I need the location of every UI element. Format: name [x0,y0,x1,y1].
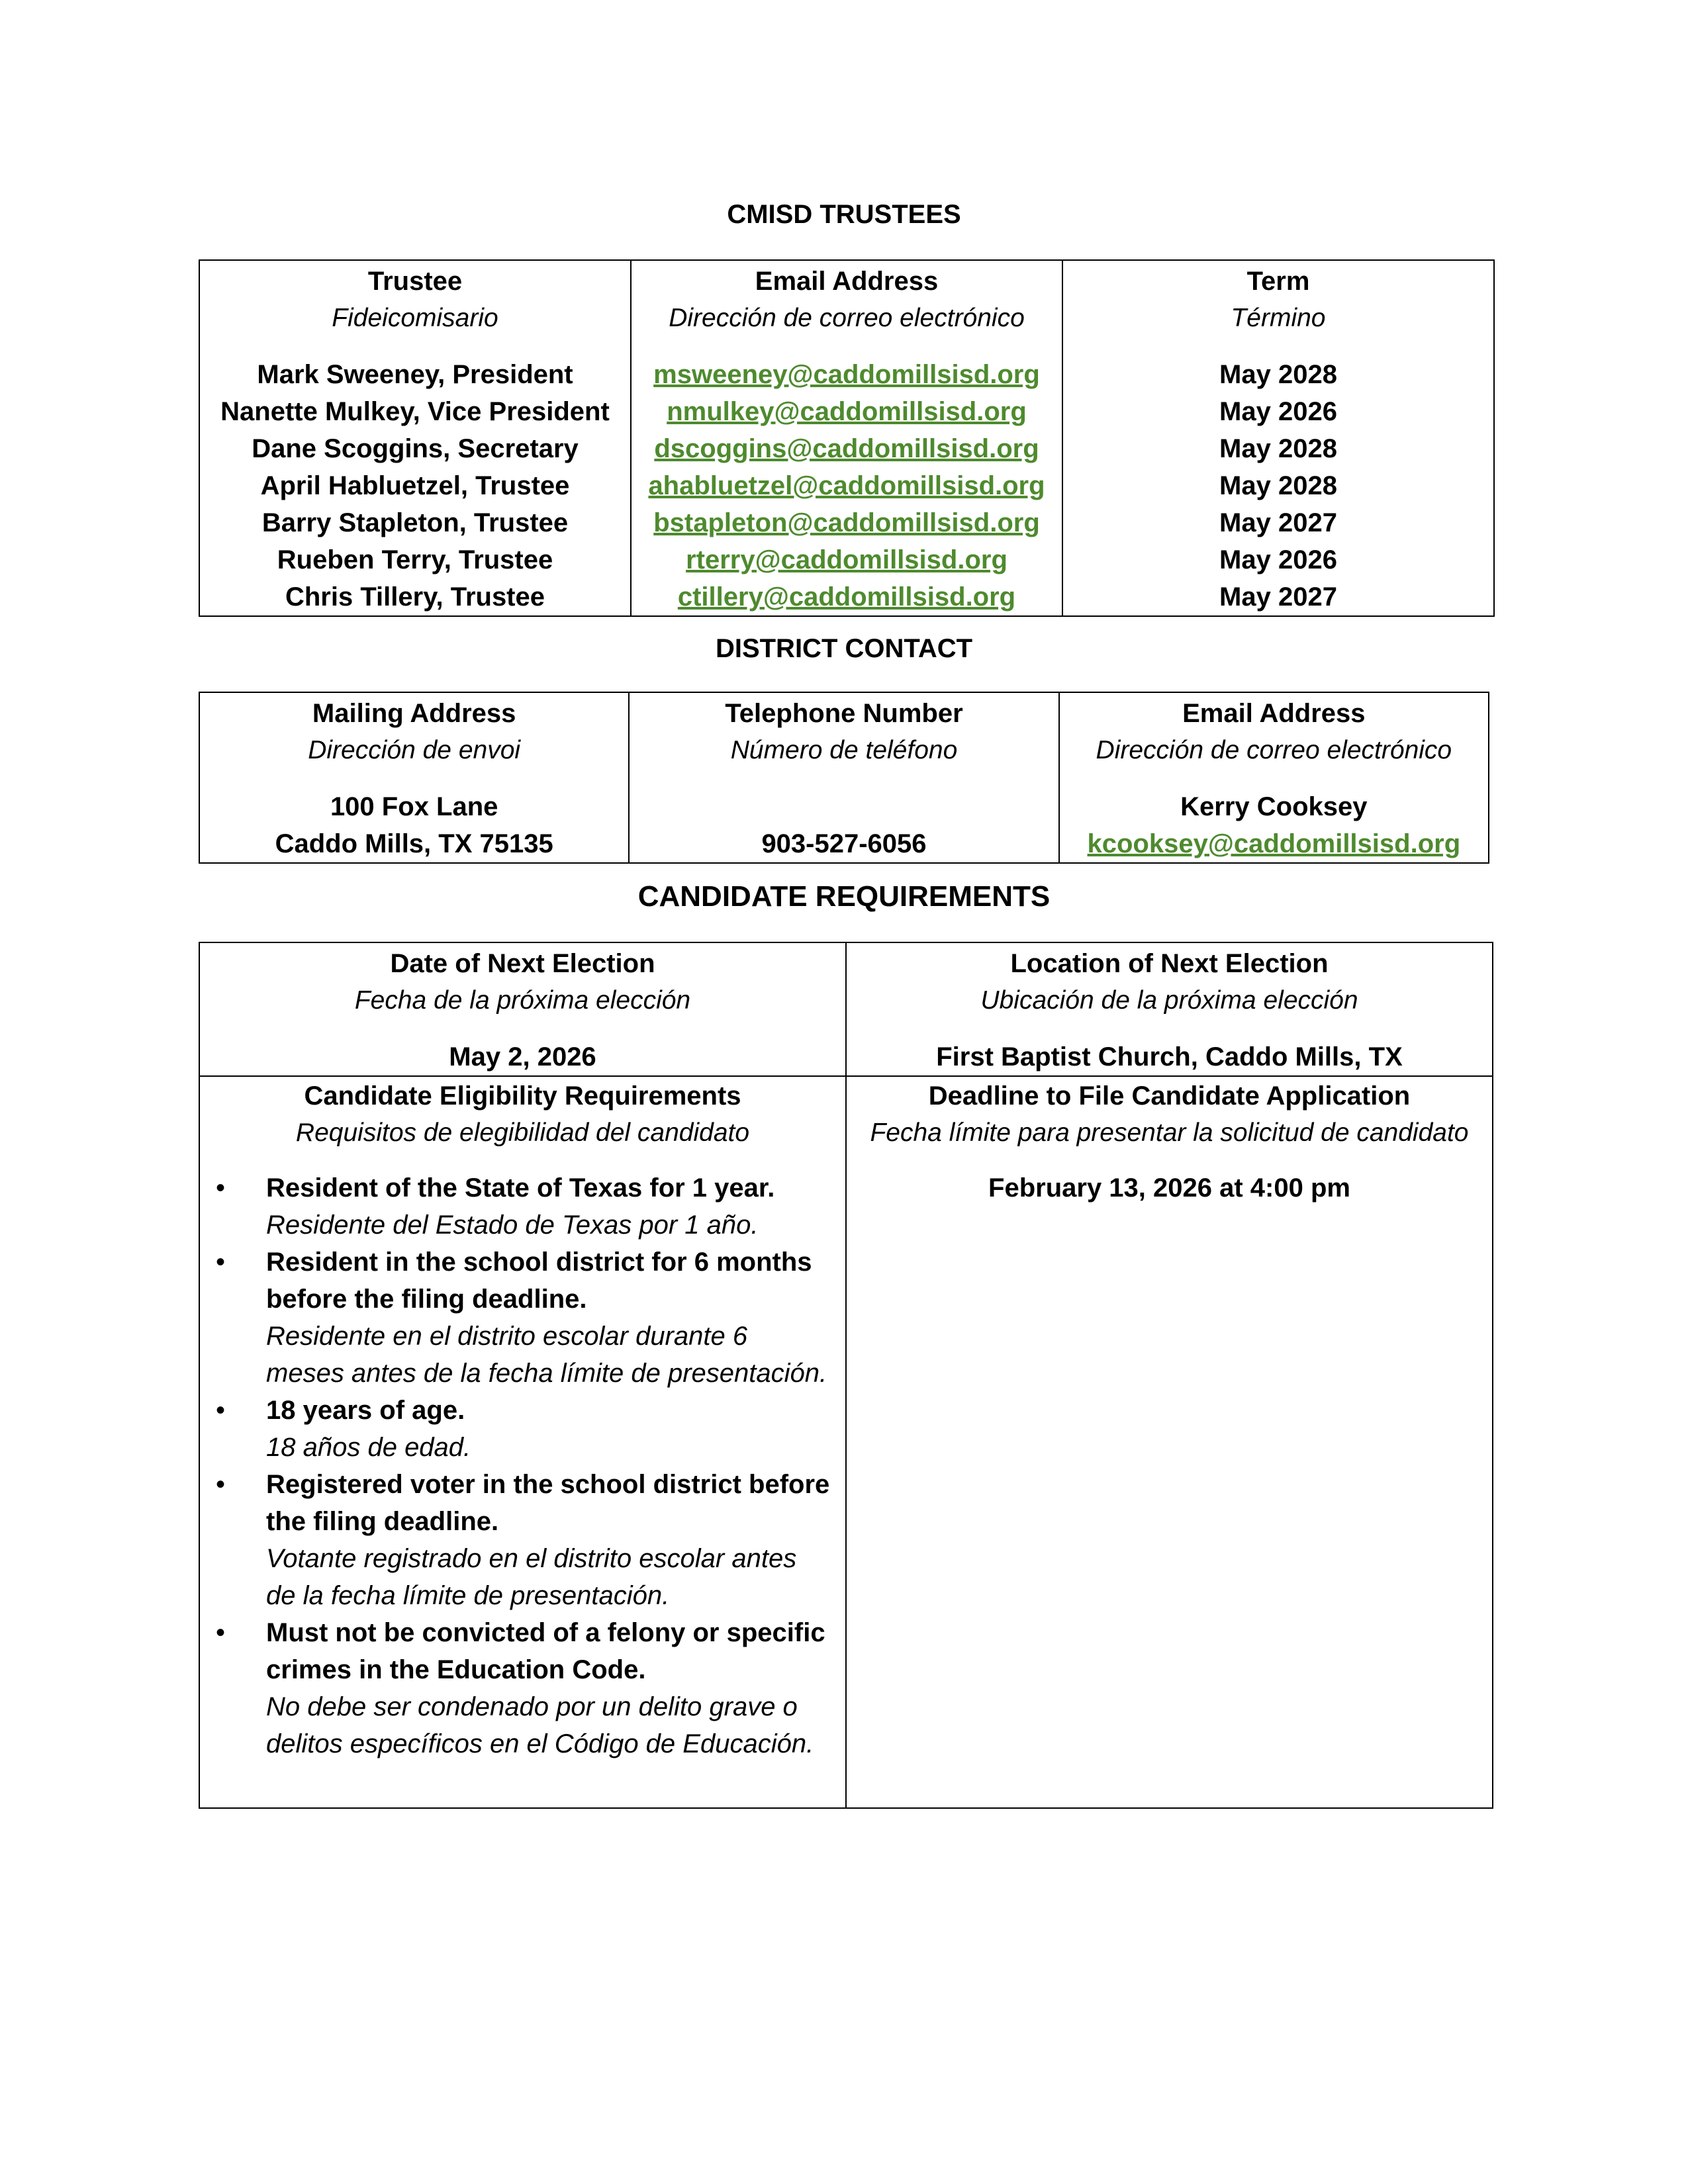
trustee-name: Chris Tillery, Trustee [285,582,545,612]
trustee-name: Mark Sweeney, President [257,360,573,389]
election-date-header: Date of Next Election [390,949,655,978]
election-date-value: May 2, 2026 [449,1042,596,1071]
requirement-text-es: Residente en el distrito escolar durante 6 meses antes de la fecha límite de presentación. [266,1322,827,1388]
trustee-email-link[interactable]: ctillery@caddomillsisd.org [677,582,1016,612]
trustee-header-es: Fideicomisario [332,304,498,332]
list-item [200,1614,845,1762]
requirement-text-es: 18 años de edad. [266,1433,471,1462]
contact-name: Kerry Cooksey [1180,792,1368,821]
telephone-header: Telephone Number [725,699,963,728]
mailing-address-header: Mailing Address [312,699,516,728]
term-header-es: Término [1231,304,1326,332]
term-header: Term [1246,267,1310,296]
requirement-text: Resident of the State of Texas for 1 year. [266,1173,775,1203]
trustee-name: April Habluetzel, Trustee [260,471,570,500]
requirement-text: 18 years of age. [266,1396,465,1425]
mailing-address-line1: 100 Fox Lane [330,792,498,821]
requirement-text-es: Votante registrado en el distrito escolar antes de la fecha límite de presentación. [266,1544,797,1610]
trustee-email-link[interactable]: msweeney@caddomillsisd.org [653,360,1040,389]
trustee-term: May 2028 [1219,360,1337,389]
list-item [200,1392,845,1466]
trustee-term: May 2026 [1219,397,1337,426]
candidate-requirements-heading: CANDIDATE REQUIREMENTS [637,880,1051,913]
election-location-header: Location of Next Election [1010,949,1329,978]
bullet-icon: • [216,1173,226,1203]
election-location-cell [846,942,1493,1076]
contact-email-header: Email Address [1182,699,1366,728]
contact-email-cell [1059,692,1489,863]
contact-email-link[interactable]: kcooksey@caddomillsisd.org [1087,829,1461,858]
bullet-icon: • [216,1396,226,1425]
list-item [200,1466,845,1614]
trustee-email-link[interactable]: rterry@caddomillsisd.org [686,545,1008,574]
trustee-email-link[interactable]: ahabluetzel@caddomillsisd.org [648,471,1045,500]
eligibility-list [200,1169,845,1762]
requirement-text: Must not be convicted of a felony or specific crimes in the Education Code. [266,1618,825,1684]
election-date-header-es: Fecha de la próxima elección [354,986,691,1015]
bullet-icon: • [216,1248,226,1277]
trustee-term: May 2028 [1219,471,1337,500]
trustee-name: Barry Stapleton, Trustee [261,508,569,537]
email-header: Email Address [755,267,939,296]
mailing-address-cell [199,692,629,863]
filing-deadline-cell [846,1076,1493,1808]
mailing-address-line2: Caddo Mills, TX 75135 [275,829,553,858]
trustee-email-link[interactable]: nmulkey@caddomillsisd.org [667,397,1027,426]
telephone-header-es: Número de teléfono [730,736,958,764]
telephone-cell [629,692,1058,863]
requirement-text: Registered voter in the school district before the filing deadline. [266,1470,830,1536]
email-header-es: Dirección de correo electrónico [669,304,1025,332]
district-contact-heading: DISTRICT CONTACT [715,634,973,663]
telephone-number: 903-527-6056 [761,829,927,858]
trustee-name: Dane Scoggins, Secretary [252,434,579,463]
filing-deadline-value: February 13, 2026 at 4:00 pm [988,1173,1350,1203]
requirement-text-es: No debe ser condenado por un delito grave o delitos específicos en el Código de Educación. [266,1692,814,1758]
eligibility-header: Candidate Eligibility Requirements [304,1081,741,1111]
contact-email-header-es: Dirección de correo electrónico [1096,736,1452,764]
trustee-term: May 2027 [1219,582,1337,612]
bullet-icon: • [216,1470,226,1499]
email-column [631,260,1062,616]
trustee-term: May 2027 [1219,508,1337,537]
trustee-name: Nanette Mulkey, Vice President [220,397,610,426]
bullet-icon: • [216,1618,226,1647]
trustee-email-link[interactable]: dscoggins@caddomillsisd.org [654,434,1039,463]
election-location-header-es: Ubicación de la próxima elección [980,986,1358,1015]
district-contact-table [199,692,1489,864]
election-location-value: First Baptist Church, Caddo Mills, TX [936,1042,1403,1071]
trustee-term: May 2028 [1219,434,1337,463]
trustee-name: Rueben Terry, Trustee [277,545,553,574]
trustees-table [199,259,1495,617]
list-item [200,1169,845,1244]
requirement-text: Resident in the school district for 6 months before the filing deadline. [266,1248,812,1314]
trustees-heading: CMISD TRUSTEES [727,200,961,229]
filing-deadline-header-es: Fecha límite para presentar la solicitud de candidato [870,1118,1469,1147]
eligibility-cell [199,1076,846,1808]
term-column [1062,260,1494,616]
trustee-email-link[interactable]: bstapleton@caddomillsisd.org [653,508,1040,537]
trustee-header: Trustee [367,267,463,296]
filing-deadline-header: Deadline to File Candidate Application [928,1081,1411,1111]
trustee-term: May 2026 [1219,545,1337,574]
requirement-text-es: Residente del Estado de Texas por 1 año. [266,1210,759,1240]
list-item [200,1244,845,1392]
trustee-column [199,260,631,616]
mailing-address-header-es: Dirección de envoi [308,736,521,764]
candidate-requirements-table [199,942,1493,1809]
election-date-cell [199,942,846,1076]
eligibility-header-es: Requisitos de elegibilidad del candidato [295,1118,750,1147]
